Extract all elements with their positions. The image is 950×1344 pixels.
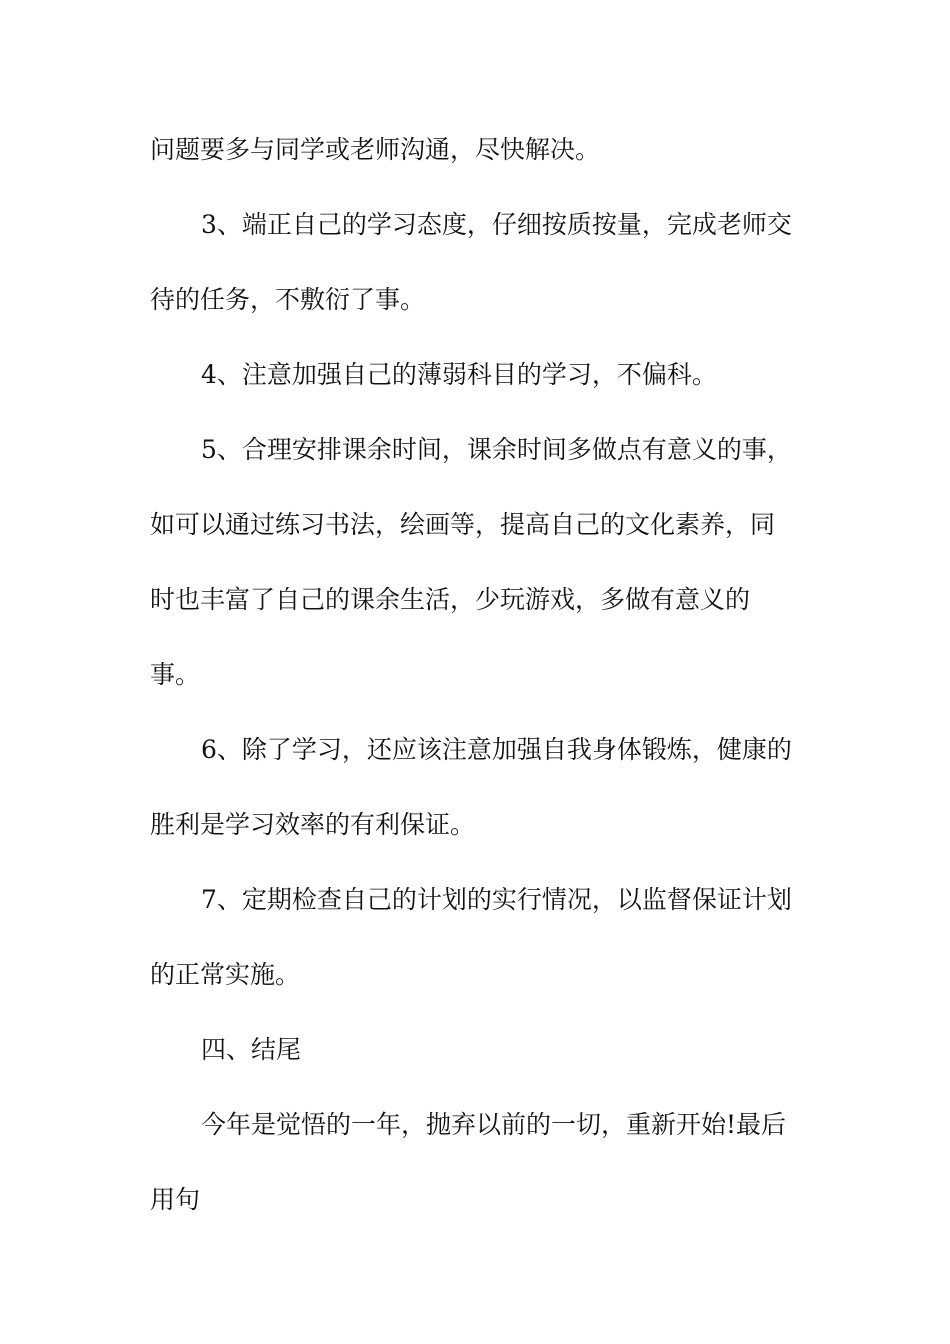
text-line: 待的任务，不敷衍了事。 <box>150 285 426 314</box>
text-line: 胜利是学习效率的有利保证。 <box>150 810 476 839</box>
list-item-3: 3、端正自己的学习态度，仔细按质按量，完成老师交 <box>201 210 792 239</box>
section-heading: 四、结尾 <box>201 1035 302 1064</box>
text-line: 的正常实施。 <box>150 960 301 989</box>
paragraph-start: 今年是觉悟的一年，抛弃以前的一切，重新开始!最后 <box>201 1110 787 1139</box>
text-line: 用句 <box>150 1185 201 1214</box>
text-line: 时也丰富了自己的课余生活，少玩游戏，多做有意义的 <box>150 585 751 614</box>
list-item-6: 6、除了学习，还应该注意加强自我身体锻炼，健康的 <box>201 735 792 764</box>
text-line: 事。 <box>150 660 201 689</box>
list-item-7: 7、定期检查自己的计划的实行情况，以监督保证计划 <box>201 885 792 914</box>
text-line: 如可以通过练习书法，绘画等，提高自己的文化素养，同 <box>150 510 776 539</box>
list-item-5: 5、合理安排课余时间，课余时间多做点有意义的事， <box>201 435 792 464</box>
text-line: 问题要多与同学或老师沟通，尽快解决。 <box>150 135 601 164</box>
list-item-4: 4、注意加强自己的薄弱科目的学习，不偏科。 <box>201 360 717 389</box>
